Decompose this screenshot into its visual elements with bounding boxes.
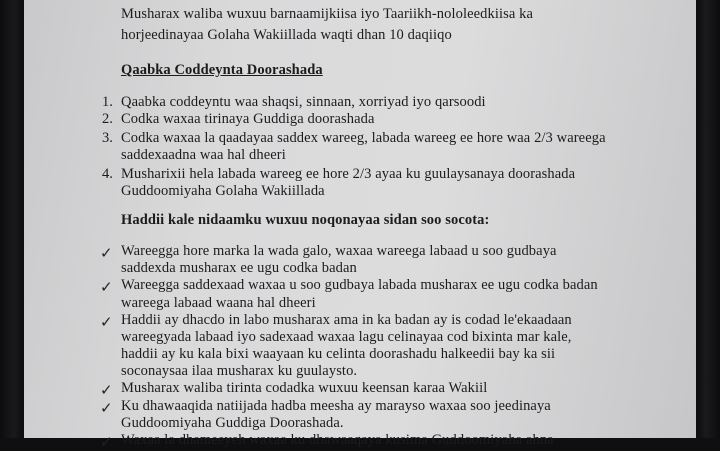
list-item: Codka waxaa tirinaya Guddiga doorashada (121, 111, 375, 127)
document-page (24, 0, 696, 451)
check-list-item-continuation: wareegyada labaad iyo sadexaad waxaa lagu celinayaa cod bixinta mar kale, (121, 329, 572, 345)
check-list-item: Wareegga saddexaad waxaa u soo gudbaya labada musharax ee ugu codka badan (121, 277, 598, 293)
check-icon: ✓ (100, 278, 113, 296)
check-list-item: Haddii ay dhacdo in labo musharax ama in ka badan ay is codad le'ekaadaan (121, 312, 572, 328)
check-list-item: Wareegga hore marka la wada galo, waxaa wareega labaad u soo gudbaya (121, 243, 557, 259)
check-list-item-continuation: wareega labaad waana hal dheeri (121, 295, 316, 311)
check-list-item: Ku dhawaaqida natiijada hadba meesha ay marayso waxaa soo jeedinaya (121, 398, 551, 414)
check-icon: ✓ (100, 399, 113, 417)
check-list-item-continuation: saddexda musharax ee ugu codka badan (121, 260, 357, 276)
list-number: 3. (102, 130, 113, 146)
check-icon: ✓ (100, 313, 113, 331)
check-icon: ✓ (100, 381, 113, 399)
check-list-item-continuation: Guddoomiyaha Guddiga Doorashada. (121, 415, 344, 431)
section-heading-otherwise: Haddii kale nidaamku wuxuu noqonayaa sidan soo socota: (121, 212, 490, 228)
check-list-item: Waxaa la dhameeyeh waxaa ku dhawaaqaya kusima Guddoomiyaha ahna (121, 432, 554, 448)
list-item: Musharixii hela labada wareeg ee hore 2/3 ayaa ku guulaysanaya doorashada (121, 166, 576, 182)
list-number: 1. (102, 94, 113, 110)
section-heading-voting-method: Qaabka Coddeynta Doorashada (121, 62, 323, 78)
check-list-item-continuation: soconaysaa ilaa musharax ku guulaysto. (121, 363, 358, 379)
check-icon: ✓ (100, 433, 113, 451)
list-number: 2. (102, 111, 113, 127)
check-icon: ✓ (100, 244, 113, 262)
intro-line-2: horjeedinayaa Golaha Wakiillada waqti dhan 10 daqiiqo (121, 27, 452, 43)
check-list-item: Musharax waliba tirinta codadka wuxuu keensan karaa Wakiil (121, 380, 488, 396)
list-item-continuation: saddexaadna waa hal dheeri (121, 147, 286, 163)
intro-line-1: Musharax waliba wuxuu barnaamijkiisa iyo Taariikh-nololeedkiisa ka (121, 6, 534, 22)
list-item: Qaabka coddeyntu waa shaqsi, sinnaan, xorriyad iyo qarsoodi (121, 94, 486, 110)
list-item-continuation: Guddoomiyaha Golaha Wakiillada (121, 183, 325, 199)
list-number: 4. (102, 166, 113, 182)
list-item: Codka waxaa la qaadayaa saddex wareeg, labada wareeg ee hore waa 2/3 wareega (121, 130, 606, 146)
check-list-item-continuation: haddii ay ku kala bixi waayaan ku celinta doorashadu halkeedii bay ka sii (121, 346, 556, 362)
